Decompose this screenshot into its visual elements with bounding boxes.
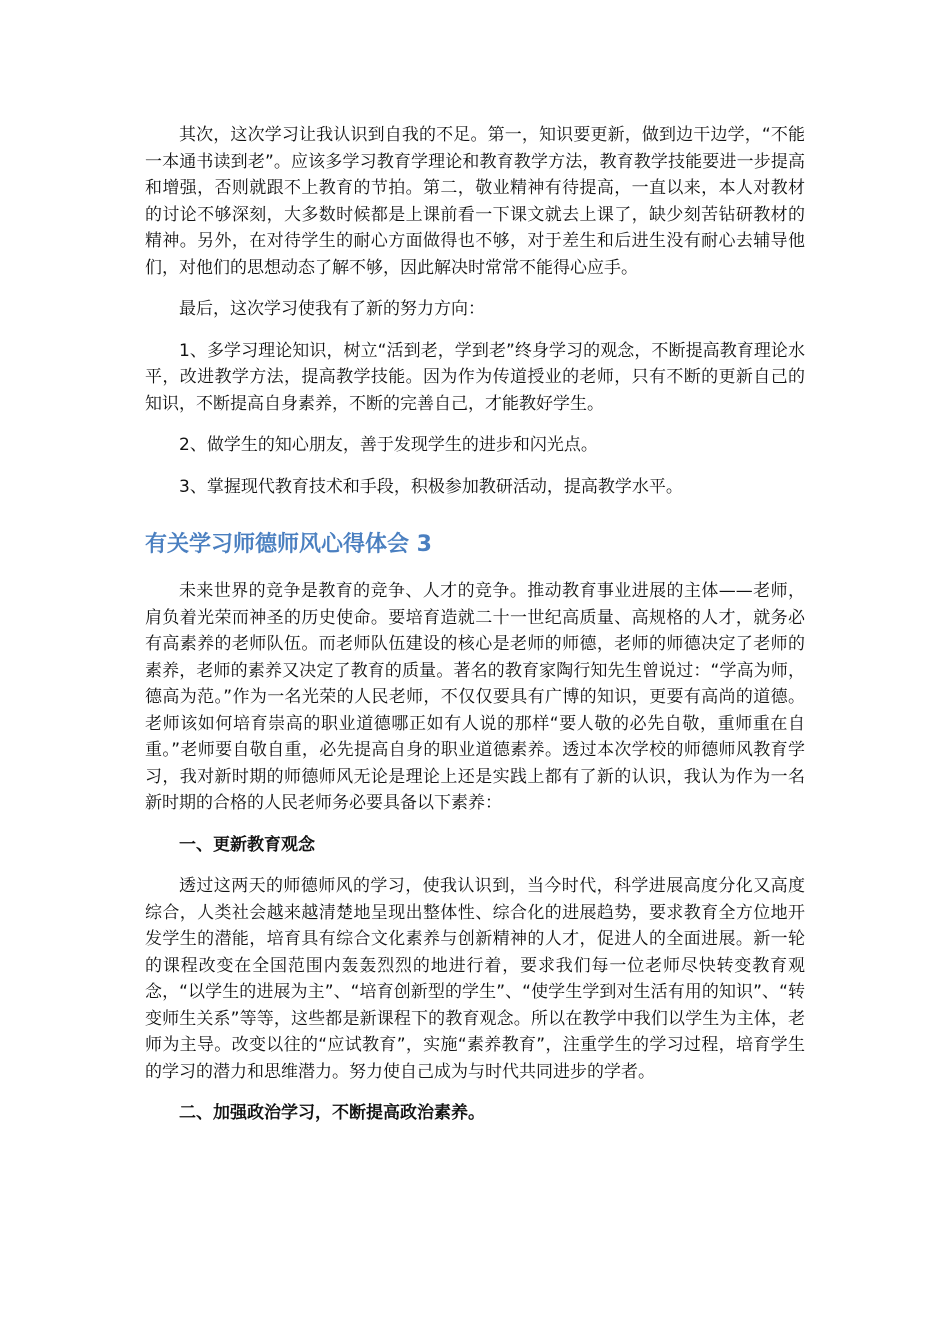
section-heading: 有关学习师德师风心得体会 3 [145,532,432,557]
subheading-update-concepts: 一、更新教育观念 [179,834,315,855]
list-item-3: 3、掌握现代教育技术和手段，积极参加教研活动，提高教学水平。 [179,476,683,497]
list-item-1: 1、多学习理论知识，树立“活到老，学到老”终身学习的观念，不断提高教育理论水平，改进教学方法，提高教学技能。因为作为传道授业的老师，只有不断的更新自己的知识，不断提高自身素养，不断的完善自己，才能教好学生。 [145,340,805,414]
paragraph-education-concepts: 透过这两天的师德师风的学习，使我认识到，当今时代，科学进展高度分化又高度综合，人类社会越来越清楚地呈现出整体性、综合化的进展趋势，要求教育全方位地开发学生的潜能，培育具有综合文化素养与创新精神的人才，促进人的全面进展。新一轮的课程改变在全国范围内轰轰烈烈的地进行着，要求我们每一位老师尽快转变教育观念，“以学生的进展为主”、“培育创新型的学生”、“使学生学到对生活有用的知识”、“转变师生关系”等等，这些都是新课程下的教育观念。所以在教学中我们以学生为主体，老师为主导。改变以往的“应试教育”，实施“素养教育”，注重学生的学习过程，培育学生的学习的潜力和思维潜力。努力使自己成为与时代共同进步的学者。 [145,876,805,1082]
paragraph-new-direction: 最后，这次学习使我有了新的努力方向： [179,299,485,319]
list-item-2: 2、做学生的知心朋友，善于发现学生的进步和闪光点。 [179,435,598,455]
document-page [145,122,805,1142]
paragraph-self-shortcomings: 其次，这次学习让我认识到自我的不足。第一，知识要更新，做到边干边学，“不能一本通书读到老”。应该多学习教育学理论和教育教学方法，教育教学技能要进一步提高和增强，否则就跟不上教育的节拍。第二，敬业精神有待提高，一直以来，本人对教材的讨论不够深刻，大多数时候都是上课前看一下课文就去上课了，缺少刻苦钻研教材的精神。另外，在对待学生的耐心方面做得也不够，对于差生和后进生没有耐心去辅导他们，对他们的思想动态了解不够，因此解决时常常不能得心应手。 [145,125,805,278]
paragraph-teacher-ethics: 未来世界的竞争是教育的竞争、人才的竞争。推动教育事业进展的主体——老师，肩负着光荣而神圣的历史使命。要培育造就二十一世纪高质量、高规格的人才，就务必有高素养的老师队伍。而老师队伍建设的核心是老师的师德，老师的师德决定了老师的素养，老师的素养又决定了教育的质量。著名的教育家陶行知先生曾说过：“学高为师，德高为范。”作为一名光荣的人民老师，不仅仅要具有广博的知识，更要有高尚的道德。老师该如何培育崇高的职业道德哪正如有人说的那样“要人敬的必先自敬，重师重在自重。”老师要自敬自重，必先提高自身的职业道德素养。透过本次学校的师德师风教育学习，我对新时期的师德师风无论是理论上还是实践上都有了新的认识，我认为作为一名新时期的合格的人民老师务必要具备以下素养： [145,581,805,813]
subheading-political-study: 二、加强政治学习，不断提高政治素养。 [179,1103,485,1123]
